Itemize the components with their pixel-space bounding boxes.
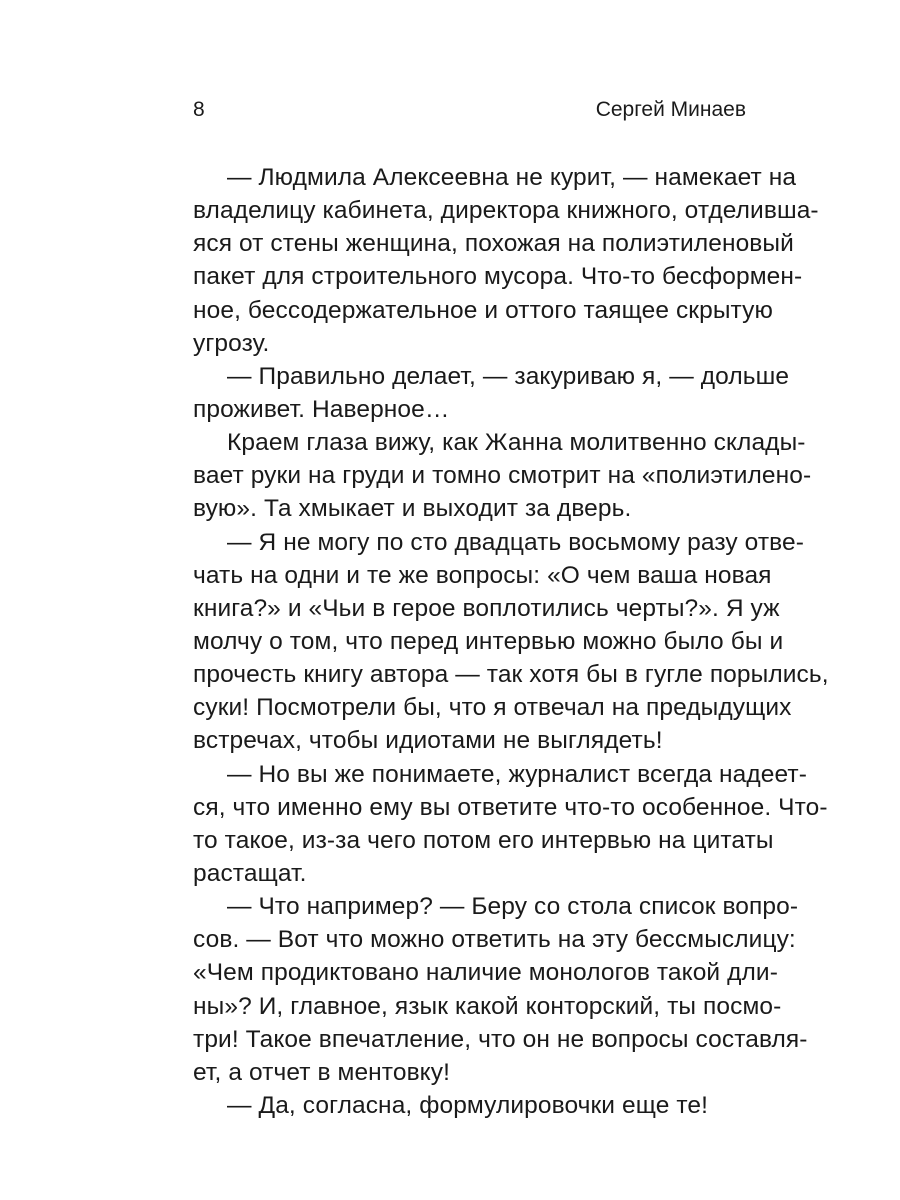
text-line: вую». Та хмыкает и выходит за дверь.: [193, 495, 632, 523]
author-name: Сергей Минаев: [595, 98, 746, 121]
text-line: вает руки на груди и томно смотрит на «полиэтилено-: [193, 462, 812, 490]
text-line: прочесть книгу автора — так хотя бы в гугле порылись,: [193, 661, 829, 689]
text-line: — Но вы же понимаете, журналист всегда надеет-: [227, 760, 807, 788]
text-line: три! Такое впечатление, что он не вопросы составля-: [193, 1025, 808, 1053]
text-line: встречах, чтобы идиотами не выглядеть!: [193, 727, 663, 755]
text-line: суки! Посмотрели бы, что я отвечал на предыдущих: [193, 694, 792, 722]
text-line: Краем глаза вижу, как Жанна молитвенно склады-: [227, 429, 806, 457]
paragraph: [193, 526, 829, 758]
text-line: ное, бессодержательное и оттого таящее скрытую: [193, 296, 773, 324]
paragraph: [193, 161, 819, 360]
text-line: угрозу.: [193, 329, 270, 357]
text-line: растащат.: [193, 859, 307, 887]
text-line: пакет для строительного мусора. Что-то бесформен-: [193, 263, 803, 291]
text-line: ет, а отчет в ментовку!: [193, 1058, 451, 1086]
running-head: [193, 96, 746, 124]
paragraph: [193, 758, 828, 891]
body-text: [193, 161, 829, 1122]
text-line: ся, что именно ему вы ответите что-то особенное. Что-: [193, 793, 828, 821]
text-line: — Я не могу по сто двадцать восьмому разу отве-: [227, 528, 804, 556]
text-line: ны»? И, главное, язык какой конторский, ты посмо-: [193, 992, 782, 1020]
text-line: — Правильно делает, — закуриваю я, — дольше: [227, 362, 790, 390]
text-line: сов. — Вот что можно ответить на эту бессмыслицу:: [193, 926, 796, 954]
text-line: книга?» и «Чьи в герое воплотились черты?». Я уж: [193, 594, 780, 622]
text-line: молчу о том, что перед интервью можно было бы и: [193, 627, 784, 655]
text-line: то такое, из-за чего потом его интервью на цитаты: [193, 826, 774, 854]
text-line: чать на одни и те же вопросы: «О чем ваша новая: [193, 561, 772, 589]
paragraph: [193, 890, 808, 1089]
paragraph: [193, 1089, 746, 1122]
text-line: — Да, согласна, формулировочки еще те!: [227, 1091, 709, 1119]
text-line: — Что например? — Беру со стола список вопро-: [227, 893, 799, 921]
paragraph: [193, 426, 812, 525]
text-line: — Людмила Алексеевна не курит, — намекает на: [227, 164, 797, 191]
text-line: проживет. Наверное…: [193, 395, 450, 423]
text-line: яся от стены женщина, похожая на полиэтиленовый: [193, 230, 794, 258]
page-number: 8: [193, 98, 205, 121]
paragraph: [193, 360, 790, 426]
text-line: владелицу кабинета, директора книжного, отделивша-: [193, 197, 819, 225]
text-line: «Чем продиктовано наличие монологов такой дли-: [193, 959, 778, 987]
